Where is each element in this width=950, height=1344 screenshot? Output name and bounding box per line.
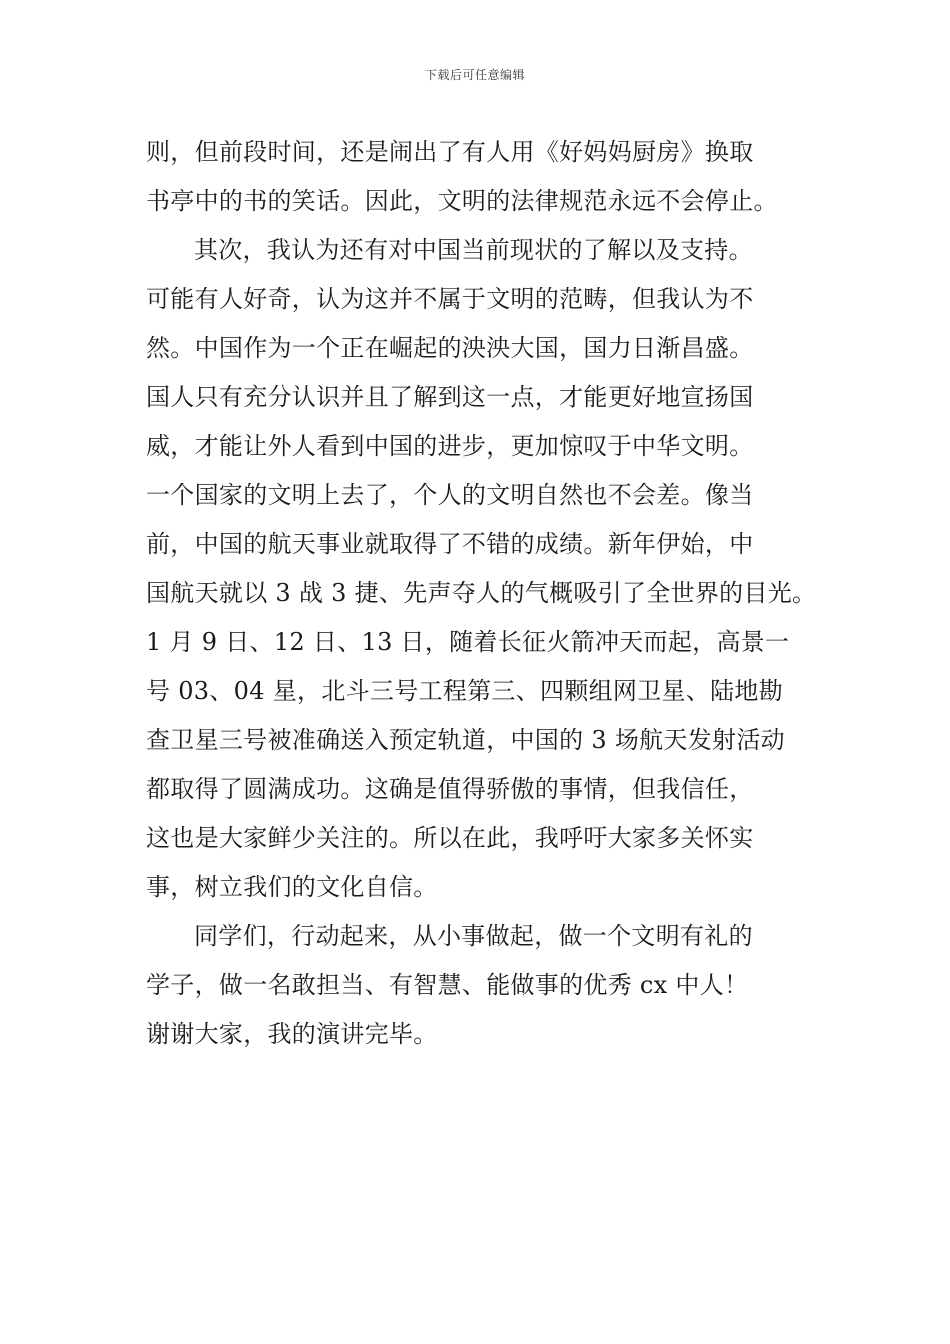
text-line: 事，树立我们的文化自信。 [146,873,438,901]
text-line: 威，才能让外人看到中国的进步，更加惊叹于中华文明。 [146,432,754,460]
text-line: 一个国家的文明上去了，个人的文明自然也不会差。像当 [146,481,754,509]
text-line: 这也是大家鲜少关注的。所以在此，我呼吁大家多关怀实 [146,824,754,852]
text-line: 学子，做一名敢担当、有智慧、能做事的优秀 cx 中人！ [146,971,749,999]
text-line: 则，但前段时间，还是闹出了有人用《好妈妈厨房》换取 [146,138,754,166]
text-line: 其次，我认为还有对中国当前现状的了解以及支持。 [194,236,753,264]
text-line: 1 月 9 日、12 日、13 日，随着长征火箭冲天而起，高景一 [146,628,790,656]
text-line: 都取得了圆满成功。这确是值得骄傲的事情，但我信任， [146,775,754,803]
text-line: 国人只有充分认识并且了解到这一点，才能更好地宣扬国 [146,383,754,411]
text-line: 谢谢大家，我的演讲完毕。 [146,1020,438,1048]
document-body [146,128,846,1059]
page-header: 下载后可任意编辑 [424,68,525,82]
text-line: 号 03、04 星，北斗三号工程第三、四颗组网卫星、陆地勘 [146,677,784,705]
text-line: 可能有人好奇，认为这并不属于文明的范畴，但我认为不 [146,285,754,313]
text-line: 国航天就以 3 战 3 捷、先声夺人的气概吸引了全世界的目光。 [146,579,817,607]
text-line: 然。中国作为一个正在崛起的泱泱大国，国力日渐昌盛。 [146,334,754,362]
text-line: 书亭中的书的笑话。因此，文明的法律规范永远不会停止。 [146,187,778,215]
text-line: 同学们，行动起来，从小事做起，做一个文明有礼的 [194,922,753,950]
text-line: 查卫星三号被准确送入预定轨道，中国的 3 场航天发射活动 [146,726,785,754]
text-line: 前，中国的航天事业就取得了不错的成绩。新年伊始，中 [146,530,754,558]
